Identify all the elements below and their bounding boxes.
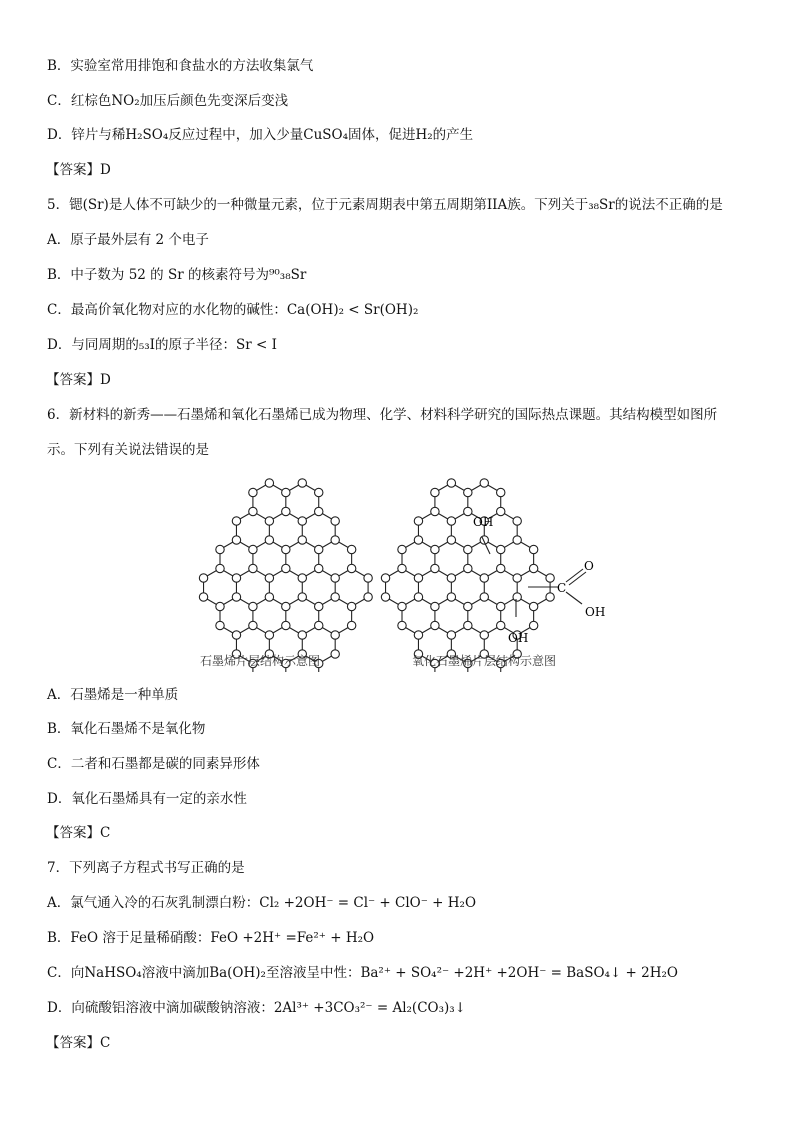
carbon-atom — [529, 621, 537, 629]
carbon-atom — [347, 621, 355, 629]
carbon-atom — [298, 479, 306, 487]
carbon-atom — [398, 545, 406, 553]
option-d-q4: D．锌片与稀H₂SO₄反应过程中，加入少量CuSO₄固体，促进H₂的产生 — [47, 127, 474, 143]
carboxyl-carbon: C — [557, 581, 567, 595]
carbon-atom — [546, 574, 554, 582]
answer-q7: 【答案】C — [46, 1035, 111, 1051]
carbon-atom — [315, 507, 323, 515]
carbon-atom — [331, 536, 339, 544]
carbon-atom — [282, 488, 290, 496]
carbon-atom — [315, 545, 323, 553]
carbon-atom — [381, 593, 389, 601]
oh-group-top: OH — [473, 515, 494, 529]
carbon-atom — [513, 536, 521, 544]
carbon-atom — [513, 517, 521, 525]
carbon-atom — [249, 621, 257, 629]
carbon-atom — [513, 593, 521, 601]
carbon-atom — [216, 621, 224, 629]
carbon-atom — [431, 545, 439, 553]
carbon-atom — [232, 536, 240, 544]
carbon-atom — [447, 479, 455, 487]
carbon-atom — [480, 631, 488, 639]
carboxyl-oxygen: O — [584, 559, 594, 573]
option-d-q7: D．向硫酸铝溶液中滴加碳酸钠溶液：2Al³⁺ +3CO₃²⁻ = Al₂(CO₃)₃↓ — [47, 1000, 466, 1016]
carbon-atom — [447, 536, 455, 544]
carboxyl-oh: OH — [585, 605, 606, 619]
question-7-stem: 7．下列离子方程式书写正确的是 — [47, 860, 245, 876]
carbon-atom — [381, 574, 389, 582]
carbon-atom — [232, 631, 240, 639]
carbon-atom — [529, 545, 537, 553]
carbon-atom — [497, 545, 505, 553]
carbon-atom — [546, 593, 554, 601]
carbon-atom — [249, 545, 257, 553]
carbon-atom — [265, 517, 273, 525]
carbon-atom — [431, 564, 439, 572]
carbon-atom — [414, 631, 422, 639]
carbon-atom — [414, 517, 422, 525]
carbon-atom — [331, 517, 339, 525]
option-a-q6: A．石墨烯是一种单质 — [47, 687, 179, 703]
option-b-q6: B．氧化石墨烯不是氧化物 — [47, 721, 206, 737]
carbon-atom — [497, 602, 505, 610]
graphene-structure-diagram — [190, 472, 620, 672]
carbon-atom — [282, 507, 290, 515]
carbon-atom — [480, 479, 488, 487]
carbon-atom — [497, 507, 505, 515]
option-a-q7: A．氯气通入冷的石灰乳制漂白粉：Cl₂ +2OH⁻ = Cl⁻ + ClO⁻ + H₂O — [47, 895, 477, 911]
carbon-atom — [497, 621, 505, 629]
answer-q4: 【答案】D — [46, 162, 111, 178]
option-c-q5: C．最高价氧化物对应的水化物的碱性：Ca(OH)₂ < Sr(OH)₂ — [47, 302, 419, 318]
carbon-atom — [282, 564, 290, 572]
carbon-atom — [298, 536, 306, 544]
carbon-atom — [232, 593, 240, 601]
carbon-atom — [431, 488, 439, 496]
carbon-atom — [216, 545, 224, 553]
option-c-q7: C．向NaHSO₄溶液中滴加Ba(OH)₂至溶液呈中性：Ba²⁺ + SO₄²⁻ +2H⁺ +2OH⁻ = BaSO₄↓ + 2H₂O — [47, 965, 678, 981]
question-6-stem-line2: 示。下列有关说法错误的是 — [47, 442, 209, 458]
graphene-figure — [190, 472, 620, 676]
question-6-stem-line1: 6．新材料的新秀——石墨烯和氧化石墨烯已成为物理、化学、材料科学研究的国际热点课题。其结构模型如图所 — [47, 407, 718, 423]
option-a-q5: A．原子最外层有 2 个电子 — [47, 232, 209, 248]
carbon-atom — [315, 564, 323, 572]
carbon-atom — [497, 564, 505, 572]
option-b-q4: B．实验室常用排饱和食盐水的方法收集氯气 — [47, 58, 314, 74]
carbon-atom — [447, 593, 455, 601]
carbon-atom — [464, 507, 472, 515]
carbon-atom — [464, 545, 472, 553]
carbon-atom — [232, 574, 240, 582]
carbon-atom — [464, 602, 472, 610]
carbon-atom — [398, 621, 406, 629]
carbon-atom — [414, 593, 422, 601]
carbon-atom — [315, 621, 323, 629]
carbon-atom — [431, 621, 439, 629]
carbon-atom — [364, 593, 372, 601]
carbon-atom — [249, 488, 257, 496]
carbon-atom — [298, 593, 306, 601]
carbon-atom — [249, 507, 257, 515]
carbon-atom — [315, 488, 323, 496]
carbon-atom — [282, 545, 290, 553]
carbon-atom — [331, 574, 339, 582]
carbon-atom — [315, 602, 323, 610]
carbon-atom — [447, 574, 455, 582]
carbon-atom — [265, 479, 273, 487]
carbon-atom — [513, 574, 521, 582]
carbon-atom — [464, 488, 472, 496]
carbon-atom — [265, 536, 273, 544]
carbon-atom — [347, 545, 355, 553]
carbon-atom — [282, 602, 290, 610]
carbon-atom — [331, 593, 339, 601]
carbon-atom — [282, 621, 290, 629]
carbon-atom — [364, 574, 372, 582]
carbon-atom — [398, 564, 406, 572]
carbon-atom — [431, 507, 439, 515]
question-5-stem: 5．锶(Sr)是人体不可缺少的一种微量元素，位于元素周期表中第五周期第IIA族。下列关于₃₈Sr的说法不正确的是 — [47, 197, 723, 213]
graphene-oxide-lattice — [381, 479, 557, 672]
option-c-q4: C．红棕色NO₂加压后颜色先变深后变浅 — [47, 93, 289, 109]
carbon-atom — [347, 564, 355, 572]
carbon-atom — [529, 602, 537, 610]
carbon-atom — [216, 564, 224, 572]
carbon-atom — [265, 631, 273, 639]
carbon-atom — [265, 593, 273, 601]
carbon-atom — [480, 593, 488, 601]
carbon-atom — [331, 650, 339, 658]
carbon-atom — [199, 574, 207, 582]
carbon-atom — [529, 564, 537, 572]
answer-q6: 【答案】C — [46, 825, 111, 841]
carbon-atom — [265, 574, 273, 582]
oh-group-bottom: OH — [508, 631, 529, 645]
carbon-atom — [298, 631, 306, 639]
option-b-q5: B．中子数为 52 的 Sr 的核素符号为⁹⁰₃₈Sr — [47, 267, 307, 283]
carbon-atom — [298, 574, 306, 582]
graphene-caption: 石墨烯片层结构示意图 — [200, 654, 321, 668]
carbon-atom — [480, 574, 488, 582]
answer-q5: 【答案】D — [46, 372, 111, 388]
carbon-atom — [447, 517, 455, 525]
carbon-atom — [464, 621, 472, 629]
graphene-lattice — [199, 479, 372, 672]
carbon-atom — [414, 536, 422, 544]
carbon-atom — [414, 574, 422, 582]
carbon-atom — [447, 631, 455, 639]
carbon-atom — [298, 517, 306, 525]
carbon-atom — [249, 564, 257, 572]
carbon-atom — [216, 602, 224, 610]
option-d-q6: D．氧化石墨烯具有一定的亲水性 — [47, 791, 247, 807]
option-c-q6: C．二者和石墨都是碳的同素异形体 — [47, 756, 260, 772]
carbon-atom — [431, 602, 439, 610]
carbon-atom — [232, 517, 240, 525]
option-d-q5: D．与同周期的₅₃I的原子半径：Sr < I — [47, 337, 277, 353]
graphene-oxide-caption: 氧化石墨烯片层结构示意图 — [412, 654, 557, 668]
option-b-q7: B．FeO 溶于足量稀硝酸：FeO +2H⁺ =Fe²⁺ + H₂O — [47, 930, 375, 946]
carbon-atom — [199, 593, 207, 601]
carbon-atom — [464, 564, 472, 572]
carbon-atom — [347, 602, 355, 610]
carbon-atom — [331, 631, 339, 639]
carbon-atom — [398, 602, 406, 610]
carbon-atom — [249, 602, 257, 610]
carbon-atom — [497, 488, 505, 496]
